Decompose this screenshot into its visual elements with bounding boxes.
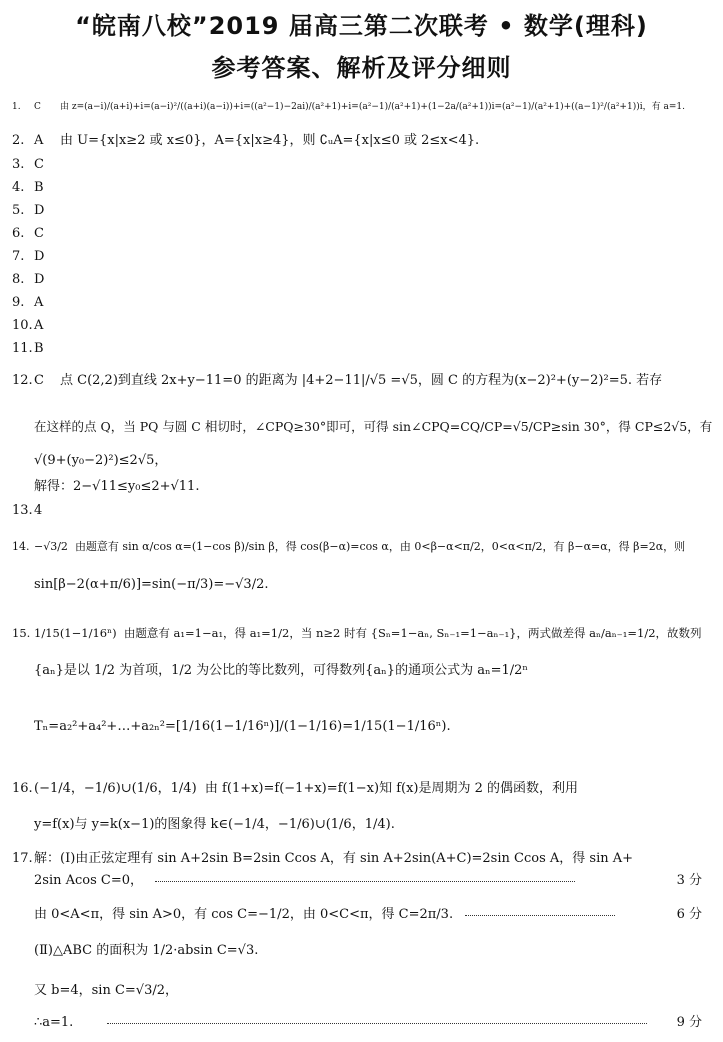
dot-leader [465, 914, 615, 916]
q12-line-2: 在这样的点 Q，当 PQ 与圆 C 相切时，∠CPQ≥30°即可，可得 sin∠CPQ=CQ/CP=√5/CP≥sin 30°，得 CP≤2√5，有 [34, 419, 713, 434]
item-answer: D [34, 249, 45, 264]
q12-line-4: 解得：2−√11≤y₀≤2+√11. [34, 479, 200, 494]
item-answer: D [34, 203, 45, 218]
item-number: 14. [12, 540, 30, 553]
item-answer: C [34, 102, 41, 112]
q17-step: 2sin Acos C=0， [34, 873, 144, 888]
q15-line-2: {aₙ}是以 1/2 为首项，1/2 为公比的等比数列，可得数列{aₙ}的通项公式为 aₙ=1/2ⁿ [34, 663, 529, 678]
score-points: 9 分 [673, 1014, 702, 1032]
item-explanation: 由题意有 sin α/cos α=(1−cos β)/sin β，得 cos(β−α)=cos α，由 0<β−α<π/2，0<α<π/2，有 β−α=α，得 β=2α，则 [74, 540, 686, 553]
item-number: 17. [12, 851, 33, 866]
answer-row-8 [12, 271, 712, 289]
item-answer: B [34, 180, 44, 195]
answer-row-11 [12, 340, 712, 358]
item-number: 2. [12, 133, 25, 148]
answer-row-6 [12, 225, 712, 243]
item-explanation: 由 z=(a−i)/(a+i)+i=(a−i)²/((a+i)(a−i))+i=((a²−1)−2ai)/(a²+1)+i=(a²−1)/(a²+1)+(1−2a/(a²+1))i=(a²−1)/(a²+1)+((a−1)²/(a²+1))i，有 a=1. [60, 102, 685, 112]
answer-row-3 [12, 156, 712, 174]
answer-row-9 [12, 294, 712, 312]
item-number: 9. [12, 295, 25, 310]
answer-row-7 [12, 248, 712, 266]
q14-line-1 [12, 538, 712, 556]
item-number: 7. [12, 249, 25, 264]
item-number: 13. [12, 503, 33, 518]
page-title: “皖南八校”2019 届高三第二次联考 • 数学(理科) [75, 12, 648, 40]
item-answer: B [34, 341, 44, 356]
item-number: 6. [12, 226, 25, 241]
item-number: 12. [12, 373, 33, 388]
item-number: 16. [12, 781, 33, 796]
item-answer: −√3/2 [34, 540, 68, 553]
answer-row-10 [12, 317, 712, 335]
q17-line-2 [34, 872, 712, 890]
q15-line-1 [12, 624, 712, 642]
item-number: 4. [12, 180, 25, 195]
item-explanation: 点 C(2,2)到直线 2x+y−11=0 的距离为 |4+2−11|/√5 =√5，圆 C 的方程为(x−2)²+(y−2)²=5. 若存 [60, 373, 663, 388]
answer-row-2 [12, 132, 712, 150]
answer-row-5 [12, 202, 712, 220]
answer-row-4 [12, 179, 712, 197]
q16-line-2: y=f(x)与 y=k(x−1)的图象得 k∈(−1/4，−1/6)∪(1/6，1/4). [34, 817, 395, 832]
q17-line-6 [34, 1014, 712, 1032]
item-answer: 4 [34, 503, 43, 518]
score-points: 3 分 [673, 872, 702, 890]
q16-line-1 [12, 780, 712, 798]
item-answer: A [34, 318, 44, 333]
item-explanation: 由 f(1+x)=f(−1+x)=f(1−x)知 f(x)是周期为 2 的偶函数，利用 [204, 781, 579, 796]
item-answer: C [34, 226, 44, 241]
item-number: 15. [12, 626, 31, 640]
q12-line-1 [12, 372, 712, 390]
q17-step: 由 0<A<π，得 sin A>0，有 cos C=−1/2，由 0<C<π，得 C=2π/3. [34, 907, 454, 922]
item-answer: C [34, 157, 44, 172]
dot-leader [107, 1022, 647, 1024]
item-answer: D [34, 272, 45, 287]
page-subtitle: 参考答案、解析及评分细则 [211, 54, 512, 82]
item-number: 3. [12, 157, 25, 172]
q17-line-4: (Ⅱ)△ABC 的面积为 1/2·absin C=√3. [34, 943, 259, 958]
q13-line [12, 502, 712, 520]
item-number: 10. [12, 318, 33, 333]
q17-step: ∴a=1. [34, 1015, 74, 1030]
item-number: 8. [12, 272, 25, 287]
item-answer: C [34, 373, 44, 388]
item-answer: A [34, 295, 44, 310]
q14-line-2: sin[β−2(α+π/6)]=sin(−π/3)=−√3/2. [34, 577, 269, 592]
item-answer: (−1/4，−1/6)∪(1/6，1/4) [34, 781, 197, 796]
q17-line-3 [34, 906, 712, 924]
item-number: 1. [12, 102, 21, 112]
q17-line-1 [12, 850, 712, 868]
answer-row-1 [12, 98, 712, 116]
item-number: 5. [12, 203, 25, 218]
item-number: 11. [12, 341, 33, 356]
dot-leader [155, 880, 575, 882]
item-explanation: 由 U={x|x≥2 或 x≤0}，A={x|x≥4}，则 ∁ᵤA={x|x≤0 或 2≤x<4}. [60, 133, 480, 148]
q17-line-5: 又 b=4，sin C=√3/2， [34, 983, 178, 998]
item-answer: A [34, 133, 44, 148]
item-explanation: 由题意有 a₁=1−a₁，得 a₁=1/2，当 n≥2 时有 {Sₙ=1−aₙ, Sₙ₋₁=1−aₙ₋₁}，两式做差得 aₙ/aₙ₋₁=1/2，故数列 [123, 626, 702, 640]
score-points: 6 分 [673, 906, 702, 924]
item-answer: 1/15(1−1/16ⁿ) [34, 626, 117, 640]
q12-line-3: √(9+(y₀−2)²)≤2√5， [34, 453, 168, 468]
item-explanation: 解：(Ⅰ)由正弦定理有 sin A+2sin B=2sin Ccos A，有 sin A+2sin(A+C)=2sin Ccos A，得 sin A+ [34, 851, 634, 866]
q15-line-3: Tₙ=a₂²+a₄²+…+a₂ₙ²=[1/16(1−1/16ⁿ)]/(1−1/16)=1/15(1−1/16ⁿ). [34, 719, 451, 734]
